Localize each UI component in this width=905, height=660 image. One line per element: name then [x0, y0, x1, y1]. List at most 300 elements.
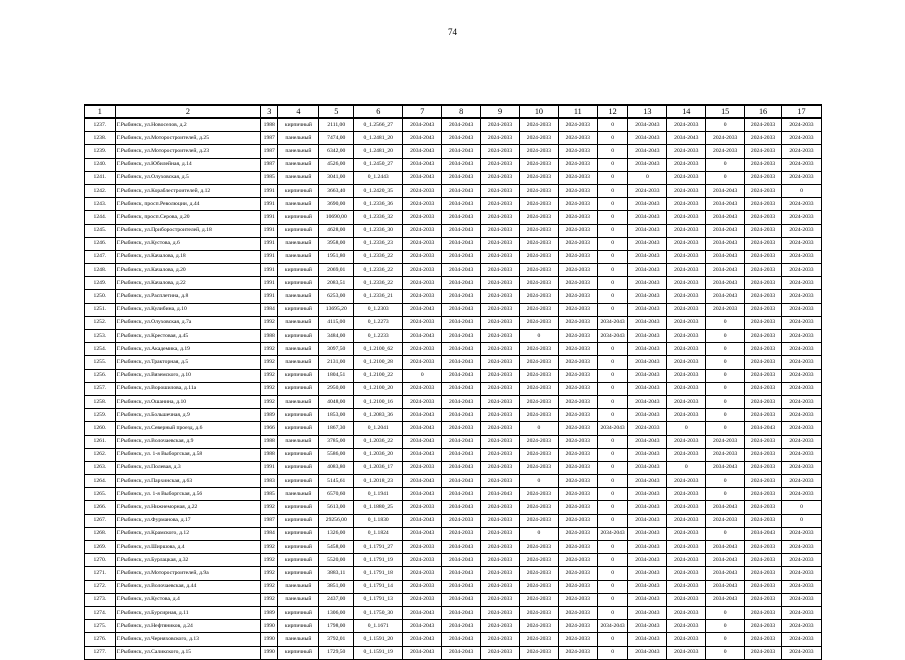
table-cell: 2024-2033 [481, 330, 520, 343]
table-cell: 1987 [261, 514, 278, 527]
table-cell: 2024-2033 [403, 395, 442, 408]
table-cell: 2024-2033 [667, 395, 706, 408]
table-cell: 2024-2033 [745, 448, 782, 461]
table-cell: 2024-2033 [481, 316, 520, 329]
table-cell: 2024-2033 [481, 527, 520, 540]
table-cell: 1248. [85, 264, 116, 277]
table-cell: 2024-2033 [667, 224, 706, 237]
table-row [85, 237, 822, 250]
table-cell: 2024-2033 [667, 435, 706, 448]
table-cell: 2024-2033 [558, 567, 597, 580]
table-cell: 2034-2043 [442, 303, 481, 316]
table-cell: 2024-2033 [519, 198, 558, 211]
table-cell: 2024-2033 [558, 527, 597, 540]
table-cell: 1991 [261, 250, 278, 263]
table-cell: 2024-2033 [745, 145, 782, 158]
table-cell: 2034-2043 [706, 461, 745, 474]
table-cell: 0_1.1791_13 [354, 593, 403, 606]
table-row [85, 382, 822, 395]
table-cell: 2034-2043 [442, 211, 481, 224]
table-cell: 2950,00 [319, 382, 354, 395]
table-cell: панельный [278, 290, 319, 303]
table-cell: 2024-2033 [781, 264, 821, 277]
table-cell: 2024-2033 [667, 118, 706, 132]
table-cell: 1992 [261, 356, 278, 369]
table-cell: 0 [706, 343, 745, 356]
table-cell: 0 [597, 488, 628, 501]
table-cell: 2034-2043 [628, 237, 667, 250]
table-cell: 2024-2033 [781, 171, 821, 184]
table-cell: 2034-2043 [442, 580, 481, 593]
table-row [85, 435, 822, 448]
table-cell: 2034-2043 [628, 382, 667, 395]
table-cell: 2437,00 [319, 593, 354, 606]
table-cell: 3792,01 [319, 633, 354, 646]
address-cell: Г.Рыбинск, ул.Кустова, д.4 [115, 593, 260, 606]
table-cell: 1992 [261, 316, 278, 329]
table-cell: кирпичный [278, 461, 319, 474]
table-cell: 2024-2033 [558, 488, 597, 501]
page-number: 74 [448, 27, 457, 37]
table-cell: 6570,60 [319, 488, 354, 501]
table-cell: 2024-2033 [781, 237, 821, 250]
table-cell: 1991 [261, 237, 278, 250]
table-cell: 2024-2033 [519, 290, 558, 303]
table-cell: 1272. [85, 580, 116, 593]
table-cell: 2024-2033 [781, 422, 821, 435]
table-cell: 1277. [85, 646, 116, 659]
table-cell: 2024-2033 [781, 620, 821, 633]
table-cell: 2034-2043 [442, 448, 481, 461]
table-cell: 2024-2033 [403, 343, 442, 356]
table-cell: 2024-2033 [745, 277, 782, 290]
address-cell: Г.Рыбинск, ул.Качалова, д.18 [115, 250, 260, 263]
table-cell: 2034-2043 [628, 356, 667, 369]
table-cell: 0 [706, 488, 745, 501]
table-row [85, 488, 822, 501]
table-cell: панельный [278, 171, 319, 184]
table-cell: кирпичный [278, 527, 319, 540]
table-cell: 2024-2033 [781, 633, 821, 646]
address-cell: Г.Рыбинск, ул.Приборостроителей, д.18 [115, 224, 260, 237]
table-cell: панельный [278, 145, 319, 158]
table-row [85, 475, 822, 488]
table-cell: 2024-2033 [442, 527, 481, 540]
table-cell: 2034-2043 [442, 224, 481, 237]
table-cell: 2024-2033 [781, 541, 821, 554]
table-cell: 1241. [85, 171, 116, 184]
table-cell: 2024-2033 [745, 541, 782, 554]
table-cell: 2024-2033 [745, 211, 782, 224]
table-cell: 2024-2033 [481, 593, 520, 606]
table-cell: 2024-2033 [781, 382, 821, 395]
table-cell: 2024-2033 [667, 541, 706, 554]
table-cell: 1992 [261, 554, 278, 567]
address-cell: Г.Рыбинск, ул.Северный проезд, д.6 [115, 422, 260, 435]
table-cell: 0_1.2233 [354, 330, 403, 343]
table-cell: кирпичный [278, 554, 319, 567]
table-cell: 2024-2033 [667, 277, 706, 290]
table-cell: 2024-2033 [481, 541, 520, 554]
address-cell: Г.Рыбинск, ул.Крамского, д.12 [115, 527, 260, 540]
address-cell: Г.Рыбинск, ул.Ворошилова, д.11а [115, 382, 260, 395]
table-cell: 2024-2033 [481, 554, 520, 567]
address-cell: Г.Рыбинск, ул.Кулибина, д.10 [115, 303, 260, 316]
table-cell: 2024-2033 [781, 198, 821, 211]
table-cell: 1244. [85, 211, 116, 224]
table-cell: 2034-2043 [628, 448, 667, 461]
table-cell: 2024-2033 [558, 211, 597, 224]
table-cell: 2024-2033 [481, 145, 520, 158]
table-cell: 2034-2043 [442, 395, 481, 408]
table-cell: 2024-2033 [781, 435, 821, 448]
table-cell: 0 [597, 395, 628, 408]
table-cell: 4115,00 [319, 316, 354, 329]
column-header-10: 10 [519, 105, 558, 118]
table-cell: 2024-2033 [781, 448, 821, 461]
table-cell: 2024-2033 [706, 514, 745, 527]
table-cell: 2024-2033 [781, 356, 821, 369]
table-cell: 0_1.2083_36 [354, 409, 403, 422]
table-cell: 2024-2033 [745, 356, 782, 369]
table-cell: 3785,00 [319, 435, 354, 448]
table-cell: 1274. [85, 606, 116, 619]
table-cell: 1992 [261, 382, 278, 395]
table-cell: 2024-2033 [481, 461, 520, 474]
table-cell: 2034-2043 [403, 118, 442, 132]
table-cell: 2034-2043 [442, 646, 481, 659]
table-cell: 0_1.2336_22 [354, 264, 403, 277]
table-cell: 2024-2033 [745, 633, 782, 646]
table-cell: 2024-2033 [745, 567, 782, 580]
table-cell: 2024-2033 [558, 514, 597, 527]
table-cell: 2034-2043 [706, 184, 745, 197]
table-cell: 0_1.1791_27 [354, 541, 403, 554]
table-cell: 1983 [261, 475, 278, 488]
address-cell: Г.Рыбинск, ул. 1-я Выборгская, д.56 [115, 488, 260, 501]
table-row [85, 606, 822, 619]
table-cell: 2034-2043 [442, 171, 481, 184]
table-cell: 2024-2033 [481, 198, 520, 211]
table-cell: 2024-2033 [667, 633, 706, 646]
table-cell: 2034-2043 [628, 514, 667, 527]
table-cell: панельный [278, 395, 319, 408]
table-cell: 2024-2033 [442, 514, 481, 527]
table-cell: кирпичный [278, 646, 319, 659]
table-cell: 0_1.1941 [354, 488, 403, 501]
table-cell: 1275. [85, 620, 116, 633]
table-cell: 0 [706, 646, 745, 659]
table-cell: 2024-2033 [558, 382, 597, 395]
table-cell: 2024-2033 [403, 316, 442, 329]
table-cell: 1991 [261, 264, 278, 277]
address-cell: Г.Рыбинск, ул.Пархинская, д.63 [115, 475, 260, 488]
table-cell: панельный [278, 593, 319, 606]
address-cell: Г.Рыбинск, ул.Ширшова, д.4 [115, 541, 260, 554]
table-cell: 0 [597, 435, 628, 448]
table-cell: 2024-2033 [667, 527, 706, 540]
table-cell: 0_1.2036_20 [354, 448, 403, 461]
table-cell: 0_1.1791_18 [354, 567, 403, 580]
address-cell: Г.Рыбинск, ул. 1-я Выборгская, д.58 [115, 448, 260, 461]
table-cell: 2024-2033 [519, 211, 558, 224]
table-cell: 2034-2043 [442, 356, 481, 369]
table-cell: 0_1.2336_22 [354, 277, 403, 290]
table-cell: 2024-2033 [781, 461, 821, 474]
column-header-4: 4 [278, 105, 319, 118]
table-cell: 2024-2033 [558, 303, 597, 316]
table-cell: 2024-2033 [667, 303, 706, 316]
table-row [85, 145, 822, 158]
table-cell: 0_1.2100_20 [354, 382, 403, 395]
table-cell: 2024-2033 [781, 593, 821, 606]
table-cell: 5145,61 [319, 475, 354, 488]
table-cell: 2034-2043 [403, 527, 442, 540]
address-cell: Г.Рыбинск, ул.Волочаевская, д.44 [115, 580, 260, 593]
table-cell: 2034-2043 [706, 237, 745, 250]
table-cell: 6342,00 [319, 145, 354, 158]
table-cell: 2024-2033 [667, 356, 706, 369]
table-cell: 2024-2033 [519, 620, 558, 633]
table-cell: 2024-2033 [558, 118, 597, 132]
table-cell: 2024-2033 [706, 435, 745, 448]
table-cell: 4526,00 [319, 158, 354, 171]
address-cell: Г.Рыбинск, ул.Саликского, д.15 [115, 646, 260, 659]
table-cell: 2024-2033 [403, 290, 442, 303]
table-cell: 2034-2043 [442, 593, 481, 606]
table-cell: 0 [597, 593, 628, 606]
table-row [85, 171, 822, 184]
table-cell: 2034-2043 [628, 567, 667, 580]
table-cell: 2024-2033 [667, 198, 706, 211]
table-cell: 2024-2033 [481, 620, 520, 633]
table-cell: 1238. [85, 132, 116, 145]
table-cell: 0 [597, 303, 628, 316]
table-cell: 0 [597, 132, 628, 145]
table-row [85, 198, 822, 211]
table-row [85, 461, 822, 474]
table-cell: 1988 [261, 118, 278, 132]
table-cell: 0 [667, 422, 706, 435]
table-cell: 2034-2043 [442, 620, 481, 633]
table-cell: 1988 [261, 448, 278, 461]
table-cell: 29256,00 [319, 514, 354, 527]
table-cell: 2024-2033 [519, 409, 558, 422]
table-cell: 1991 [261, 198, 278, 211]
table-cell: 2034-2043 [706, 264, 745, 277]
table-cell: 0 [597, 369, 628, 382]
table-cell: 3484,00 [319, 330, 354, 343]
table-cell: 2024-2033 [781, 567, 821, 580]
table-cell: панельный [278, 158, 319, 171]
table-cell: 0_1.2336_32 [354, 211, 403, 224]
table-cell: 2024-2033 [781, 211, 821, 224]
address-cell: Г.Рыбинск, ул.Юбилейная, д.14 [115, 158, 260, 171]
table-cell: кирпичный [278, 475, 319, 488]
table-cell: 2024-2033 [519, 132, 558, 145]
table-cell: 1276. [85, 633, 116, 646]
table-cell: 1249. [85, 277, 116, 290]
table-cell: 4083,80 [319, 461, 354, 474]
table-cell: 2024-2033 [481, 448, 520, 461]
table-cell: 0_1.2336_36 [354, 198, 403, 211]
table-cell: 2024-2033 [403, 501, 442, 514]
address-cell: Г.Рыбинск, ул.Кораблестроителей, д.12 [115, 184, 260, 197]
table-cell: 2024-2033 [481, 237, 520, 250]
table-cell: 2034-2043 [442, 369, 481, 382]
address-cell: Г.Рыбинск, ул.Моторостроителей, д.9а [115, 567, 260, 580]
table-cell: 0_1.1791_14 [354, 580, 403, 593]
table-cell: 2024-2033 [519, 171, 558, 184]
table-cell: 2034-2043 [442, 409, 481, 422]
table-cell: 2024-2033 [403, 382, 442, 395]
table-cell: 2024-2033 [745, 316, 782, 329]
table-cell: 0 [706, 316, 745, 329]
table-cell: 2034-2043 [442, 290, 481, 303]
table-row [85, 514, 822, 527]
table-cell: 2024-2033 [403, 356, 442, 369]
table-cell: 2024-2033 [667, 343, 706, 356]
table-cell: 2024-2033 [519, 158, 558, 171]
table-cell: 2034-2043 [745, 422, 782, 435]
table-cell: 2024-2033 [667, 171, 706, 184]
table-cell: 2024-2033 [403, 224, 442, 237]
table-cell: 2024-2033 [403, 250, 442, 263]
table-cell: 2024-2033 [403, 277, 442, 290]
table-cell: 0 [597, 145, 628, 158]
table-cell: 2034-2043 [442, 198, 481, 211]
table-cell: 2034-2043 [442, 330, 481, 343]
table-cell: 0 [597, 211, 628, 224]
table-cell: 2024-2033 [519, 646, 558, 659]
table-cell: 0_1.2336_21 [354, 290, 403, 303]
table-cell: 1985 [261, 488, 278, 501]
address-cell: Г.Рыбинск, ул.Бурсирная, д.11 [115, 606, 260, 619]
table-cell: 13695,20 [319, 303, 354, 316]
table-cell: 2024-2033 [781, 343, 821, 356]
table-cell: 2024-2033 [558, 501, 597, 514]
table-cell: 0_1.1750_30 [354, 606, 403, 619]
address-cell: Г.Рыбинск, ул.Волочаевская, д.9 [115, 435, 260, 448]
table-cell: 2024-2033 [745, 501, 782, 514]
address-cell: Г.Рыбинск, ул.Моторостроителей, д.23 [115, 145, 260, 158]
table-cell: 2024-2033 [706, 145, 745, 158]
table-cell: 2024-2033 [745, 237, 782, 250]
table-cell: 2024-2033 [481, 580, 520, 593]
table-cell: 2034-2043 [706, 290, 745, 303]
table-cell: 2034-2043 [403, 514, 442, 527]
table-cell: 0_1.2566_27 [354, 118, 403, 132]
table-cell: 1247. [85, 250, 116, 263]
table-cell: 2024-2033 [481, 606, 520, 619]
table-cell: 0_1.2481_20 [354, 132, 403, 145]
table-cell: 2024-2033 [481, 211, 520, 224]
table-cell: 2024-2033 [745, 158, 782, 171]
table-cell: панельный [278, 580, 319, 593]
table-cell: 0_1.2336_30 [354, 224, 403, 237]
table-cell: 0 [597, 250, 628, 263]
table-cell: 2024-2033 [481, 633, 520, 646]
table-cell: кирпичный [278, 501, 319, 514]
table-cell: кирпичный [278, 448, 319, 461]
table-cell: 2034-2043 [597, 422, 628, 435]
table-row [85, 132, 822, 145]
table-row [85, 409, 822, 422]
table-cell: 2024-2033 [519, 264, 558, 277]
table-cell: 0_1.1791_19 [354, 554, 403, 567]
table-cell: 1984 [261, 303, 278, 316]
table-cell: 2024-2033 [558, 158, 597, 171]
table-cell: 2034-2043 [403, 422, 442, 435]
table-row [85, 343, 822, 356]
table-cell: 2024-2033 [745, 395, 782, 408]
table-cell: 1798,00 [319, 620, 354, 633]
table-cell: 2034-2043 [442, 343, 481, 356]
table-cell: 2024-2033 [519, 633, 558, 646]
table-cell: 1259. [85, 409, 116, 422]
table-cell: 1246. [85, 237, 116, 250]
table-cell: 2034-2043 [403, 448, 442, 461]
table-cell: 0 [597, 237, 628, 250]
table-cell: 2024-2033 [481, 264, 520, 277]
table-cell: 2131,00 [319, 356, 354, 369]
table-row [85, 158, 822, 171]
table-cell: 2024-2033 [558, 461, 597, 474]
table-cell: 2034-2043 [403, 646, 442, 659]
table-cell: панельный [278, 250, 319, 263]
table-cell: 0 [597, 646, 628, 659]
table-cell: 2024-2033 [481, 250, 520, 263]
table-row [85, 277, 822, 290]
table-row [85, 646, 822, 659]
table-cell: кирпичный [278, 620, 319, 633]
table-cell: 2024-2033 [481, 158, 520, 171]
table-cell: 2034-2043 [628, 224, 667, 237]
table-cell: 2034-2043 [628, 132, 667, 145]
table-cell: 3851,00 [319, 580, 354, 593]
header-row [85, 105, 822, 118]
table-cell: 2024-2033 [745, 382, 782, 395]
table-cell: 2024-2033 [403, 237, 442, 250]
table-cell: 2034-2043 [628, 633, 667, 646]
table-cell: 0 [519, 330, 558, 343]
table-cell: 2024-2033 [558, 237, 597, 250]
table-cell: 0 [706, 409, 745, 422]
table-cell: 0 [597, 554, 628, 567]
table-cell: 0 [597, 224, 628, 237]
table-cell: 2024-2033 [667, 606, 706, 619]
table-cell: 2024-2033 [781, 395, 821, 408]
table-cell: 1987 [261, 158, 278, 171]
table-cell: 2034-2043 [628, 250, 667, 263]
table-cell: 2024-2033 [519, 118, 558, 132]
table-cell: 0 [519, 527, 558, 540]
table-cell: 1991 [261, 184, 278, 197]
table-cell: 2024-2033 [706, 448, 745, 461]
column-header-14: 14 [667, 105, 706, 118]
table-cell: панельный [278, 237, 319, 250]
table-row [85, 448, 822, 461]
table-cell: 2034-2043 [442, 541, 481, 554]
table-cell: 2034-2043 [628, 527, 667, 540]
column-header-16: 16 [745, 105, 782, 118]
column-header-2: 2 [115, 105, 260, 118]
table-cell: 2034-2043 [628, 435, 667, 448]
column-header-15: 15 [706, 105, 745, 118]
table-cell: 2034-2043 [442, 264, 481, 277]
table-cell: 2034-2043 [442, 382, 481, 395]
table-cell: 2034-2043 [442, 250, 481, 263]
